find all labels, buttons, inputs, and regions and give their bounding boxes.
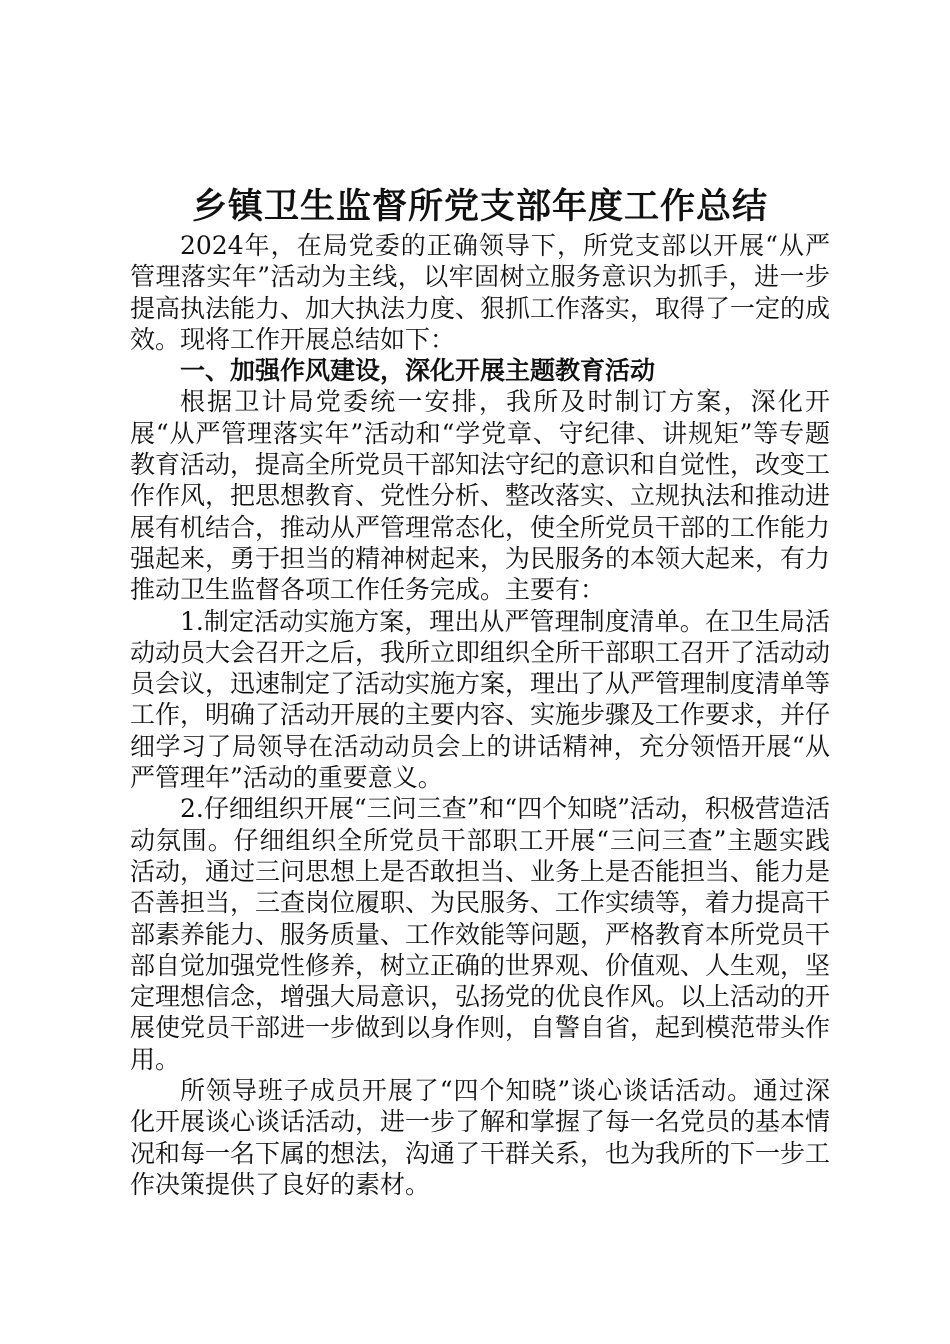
document-body (130, 230, 830, 1200)
paragraph-intro: 2024年，在局党委的正确领导下，所党支部以开展“从严管理落实年”活动为主线，以牢固树立服务意识为抓手，进一步提高执法能力、加大执法力度、狠抓工作落实，取得了一定的成效。现将工作开展总结如下： (130, 231, 831, 354)
paragraph-item-1: 1.制定活动实施方案，理出从严管理制度清单。在卫生局活动动员大会召开之后，我所立即组织全所干部职工召开了活动动员会议，迅速制定了活动实施方案，理出了从严管理制度清单等工作，明确了活动开展的主要内容、实施步骤及工作要求，并仔细学习了局领导在活动动员会上的讲话精神，充分领悟开展“从严管理年”活动的重要意义。 (130, 606, 831, 793)
paragraph-talks: 所领导班子成员开展了“四个知晓”谈心谈话活动。通过深化开展谈心谈话活动，进一步了解和掌握了每一名党员的基本情况和每一名下属的想法，沟通了干群关系，也为我所的下一步工作决策提供了良好的素材。 (130, 1076, 831, 1199)
section-heading-1: 一、加强作风建设，深化开展主题教育活动 (180, 356, 656, 386)
document-title: 乡镇卫生监督所党支部年度工作总结 (191, 187, 768, 227)
paragraph-section-1: 根据卫计局党委统一安排，我所及时制订方案，深化开展“从严管理落实年”活动和“学党章、守纪律、讲规矩”等专题教育活动，提高全所党员干部知法守纪的意识和自觉性，改变工作作风，把思想教育、党性分析、整改落实、立规执法和推动进展有机结合，推动从严管理常态化，使全所党员干部的工作能力强起来，勇于担当的精神树起来，为民服务的本领大起来，有力推动卫生监督各项工作任务完成。主要有： (130, 387, 831, 605)
paragraph-item-2: 2.仔细组织开展“三问三查”和“四个知晓”活动，积极营造活动氛围。仔细组织全所党员干部职工开展“三问三查”主题实践活动，通过三问思想上是否敢担当、业务上是否能担当、能力是否善担当，三查岗位履职、为民服务、工作实绩等，着力提高干部素养能力、服务质量、工作效能等问题，严格教育本所党员干部自觉加强党性修养，树立正确的世界观、价值观、人生观，坚定理想信念，增强大局意识，弘扬党的优良作风。以上活动的开展使党员干部进一步做到以身作则，自警自省，起到模范带头作用。 (130, 794, 831, 1074)
